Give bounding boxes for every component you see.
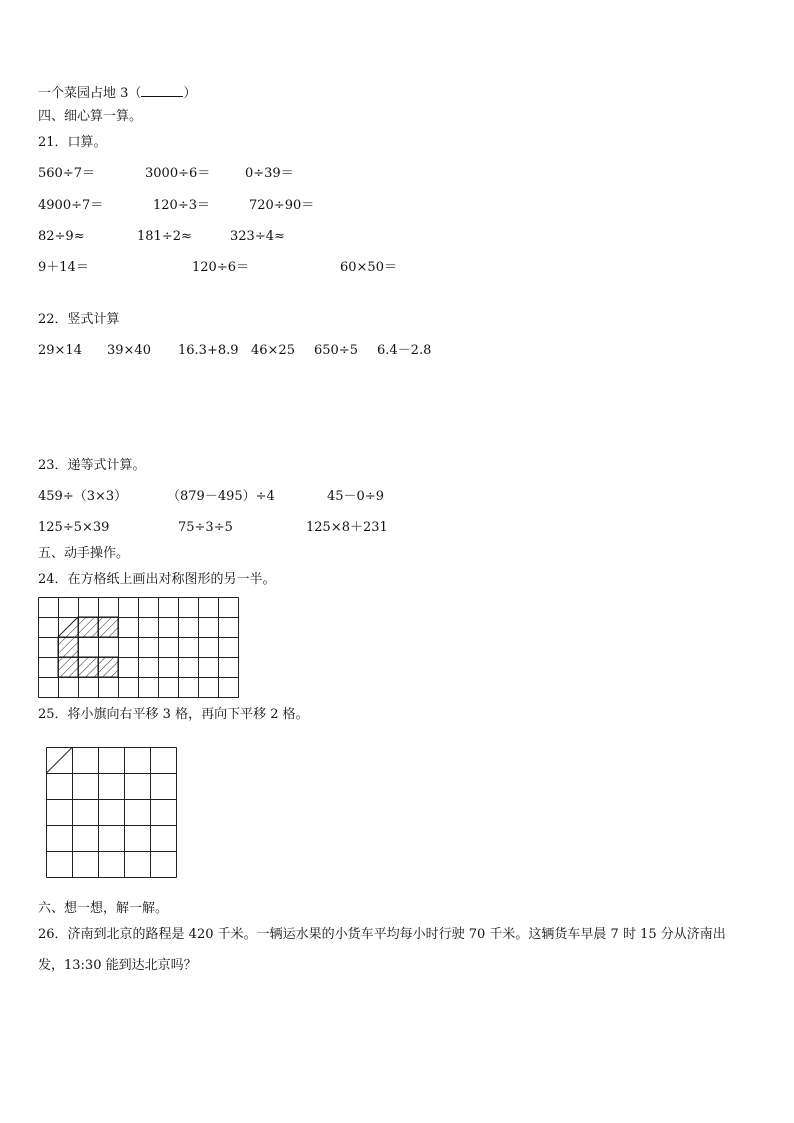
flag-shape: [47, 748, 73, 774]
q21-item: 9＋14＝: [38, 260, 89, 275]
q22-title: 22．竖式计算: [38, 312, 120, 327]
q22-item: 46×25: [251, 343, 295, 358]
translation-grid[interactable]: [46, 747, 179, 880]
section5-heading: 五、动手操作。: [38, 546, 130, 561]
q22-item: 29×14: [38, 343, 82, 358]
section4-heading: 四、细心算一算。: [38, 109, 143, 124]
q20-tail-line: [38, 84, 196, 102]
q21-item: 720÷90＝: [249, 198, 315, 213]
answer-blank[interactable]: [141, 84, 183, 97]
q22-item: 39×40: [107, 343, 151, 358]
q25-title: 25．将小旗向右平移 3 格，再向下平移 2 格。: [38, 707, 309, 722]
q23-item: 459÷（3×3）: [38, 489, 128, 504]
grid-lines: [47, 748, 177, 878]
q20-tail-text: 一个菜园占地 3（: [38, 86, 142, 101]
q21-item: 82÷9≈: [38, 229, 85, 244]
q21-item: 4900÷7＝: [38, 198, 104, 213]
q21-item: 323÷4≈: [230, 229, 285, 244]
q23-item: （879－495）÷4: [167, 489, 275, 504]
q26-line2: 发，13:30 能到达北京吗？: [38, 958, 197, 973]
q23-item: 45－0÷9: [327, 489, 384, 504]
symmetry-grid[interactable]: [38, 597, 244, 699]
q26-line1: 26．济南到北京的路程是 420 千米。一辆运水果的小货车平均每小时行驶 70 千米。这辆货车早晨 7 时 15 分从济南出: [38, 927, 726, 942]
q23-title: 23．递等式计算。: [38, 458, 146, 473]
q20-tail-close: ）: [183, 86, 197, 101]
q23-item: 125÷5×39: [38, 520, 110, 535]
hatched-half-shape: [58, 617, 118, 677]
q22-item: 16.3+8.9: [178, 343, 239, 358]
q21-item: 120÷3＝: [153, 198, 210, 213]
q21-item: 60×50＝: [340, 260, 397, 275]
q21-title: 21．口算。: [38, 135, 107, 150]
q21-item: 3000÷6＝: [145, 166, 211, 181]
q22-item: 650÷5: [314, 343, 358, 358]
q23-item: 125×8＋231: [306, 520, 388, 535]
q23-item: 75÷3÷5: [178, 520, 233, 535]
q24-title: 24．在方格纸上画出对称图形的另一半。: [38, 572, 276, 587]
q21-item: 560÷7＝: [38, 166, 95, 181]
q22-item: 6.4－2.8: [377, 343, 432, 358]
q21-item: 181÷2≈: [137, 229, 192, 244]
q21-item: 0÷39＝: [245, 166, 294, 181]
q21-item: 120÷6＝: [192, 260, 249, 275]
section6-heading: 六、想一想，解一解。: [38, 901, 169, 916]
